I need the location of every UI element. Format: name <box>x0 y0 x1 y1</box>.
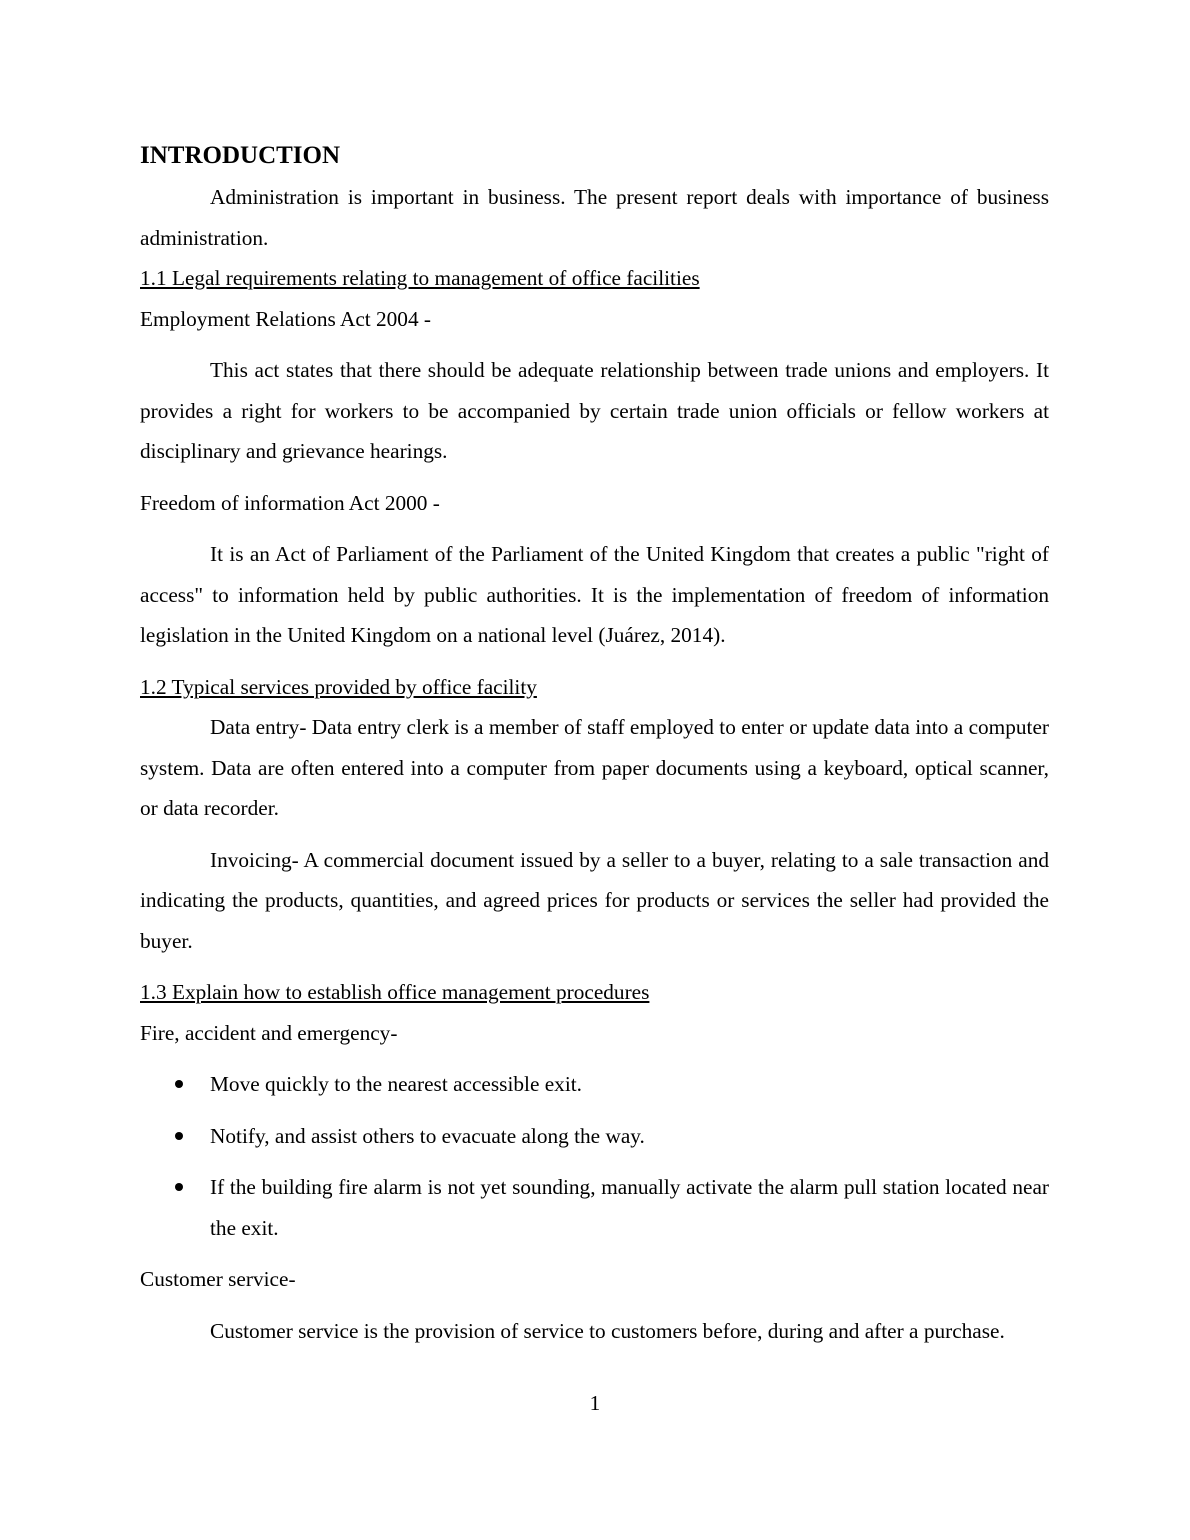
bullet-icon <box>175 1132 183 1140</box>
section-1-3-title: 1.3 Explain how to establish office management procedures <box>140 980 650 1004</box>
list-item-text: If the building fire alarm is not yet sounding, manually activate the alarm pull station located near the exit. <box>210 1175 1049 1240</box>
intro-paragraph: Administration is important in business. The present report deals with importance of business administration. <box>140 185 1049 250</box>
page-number: 1 <box>589 1391 601 1415</box>
data-entry-paragraph: Data entry- Data entry clerk is a member of staff employed to enter or update data into a computer system. Data are often entered into a computer from paper documents using a keyboard, optical scanner, or data recorder. <box>140 715 1049 820</box>
page-title: INTRODUCTION <box>140 142 341 169</box>
list-item <box>140 1116 1049 1157</box>
document-page <box>140 138 1049 1351</box>
invoicing-paragraph: Invoicing- A commercial document issued by a seller to a buyer, relating to a sale transaction and indicating the products, quantities, and agreed prices for products or services the seller had provided the buyer. <box>140 847 1049 953</box>
freedom-of-information-act-paragraph: It is an Act of Parliament of the Parliament of the United Kingdom that creates a public "right of access" to information held by public authorities. It is the implementation of freedom of information legislation in the United Kingdom on a national level (Juárez, 2014). <box>140 542 1049 647</box>
fire-emergency-subheading: Fire, accident and emergency- <box>140 1020 398 1045</box>
list-item-text: Move quickly to the nearest accessible exit. <box>210 1072 582 1096</box>
employment-relations-act-paragraph: This act states that there should be adequate relationship between trade unions and employers. It provides a right for workers to be accompanied by certain trade union officials or fellow workers at disciplinary and grievance hearings. <box>140 358 1049 463</box>
freedom-of-information-act-subheading: Freedom of information Act 2000 - <box>140 490 440 515</box>
employment-relations-act-subheading: Employment Relations Act 2004 - <box>140 306 432 331</box>
customer-service-subheading: Customer service- <box>140 1267 296 1291</box>
list-item <box>140 1167 1049 1248</box>
emergency-steps-list <box>140 1064 1049 1248</box>
bullet-icon <box>175 1080 183 1088</box>
list-item-text: Notify, and assist others to evacuate along the way. <box>210 1123 645 1148</box>
section-1-2-title: 1.2 Typical services provided by office facility <box>140 674 537 699</box>
customer-service-paragraph: Customer service is the provision of service to customers before, during and after a purchase. <box>210 1318 1005 1343</box>
section-1-1-title: 1.1 Legal requirements relating to management of office facilities <box>140 266 700 290</box>
bullet-icon <box>175 1183 183 1191</box>
list-item <box>140 1064 1049 1105</box>
